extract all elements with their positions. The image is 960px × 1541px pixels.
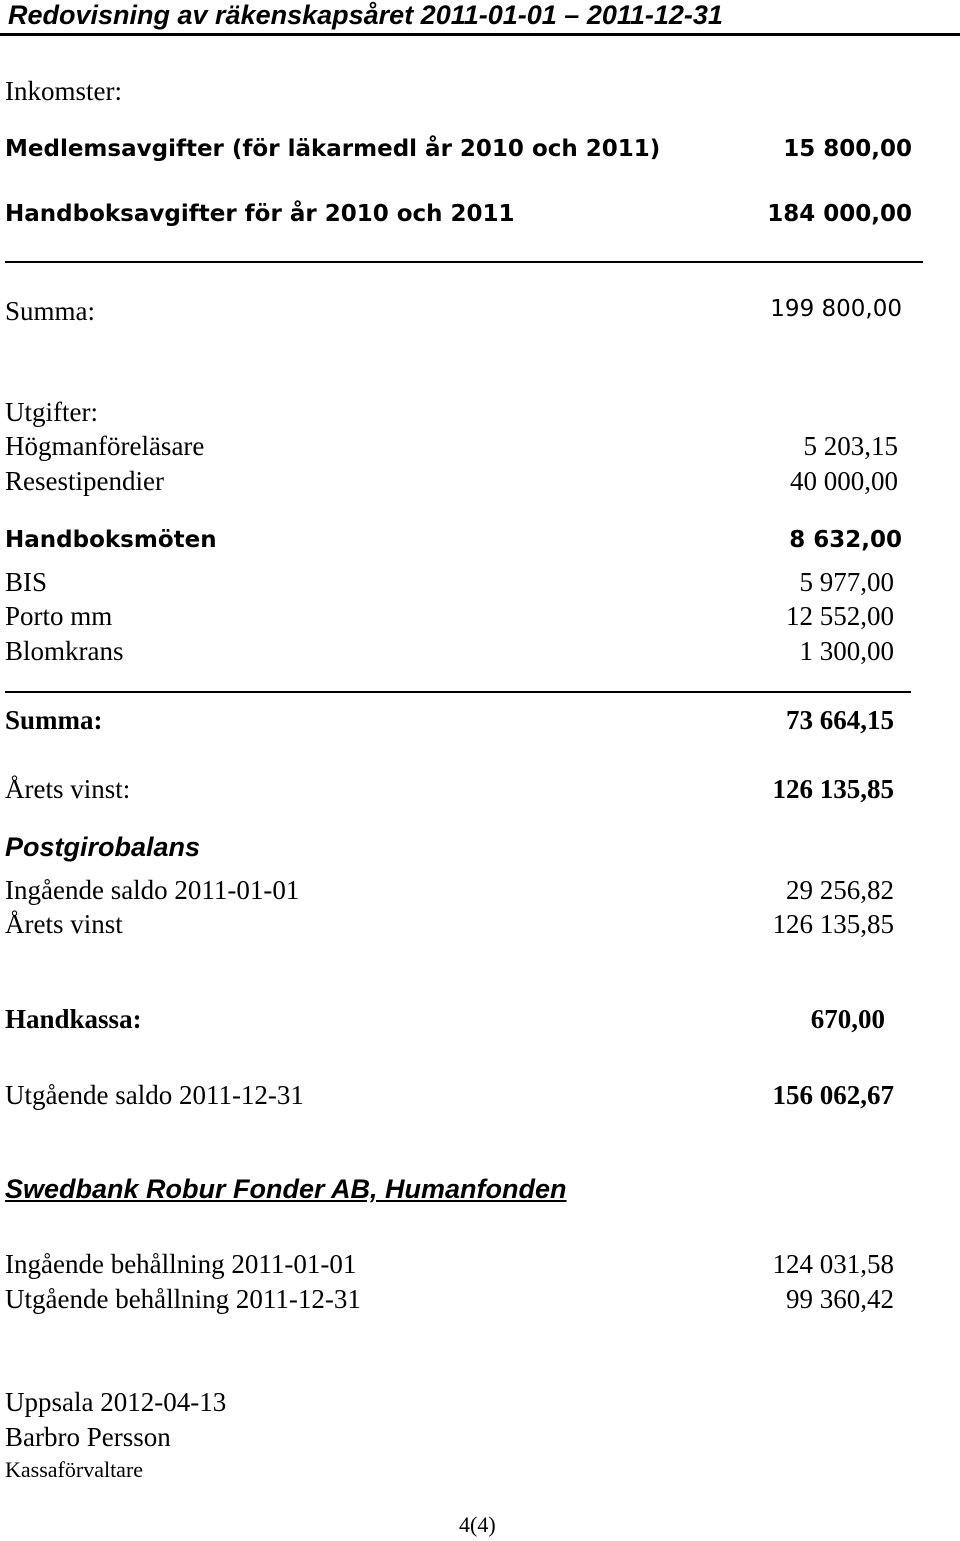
expense-row-label: Resestipendier bbox=[5, 466, 164, 496]
income-row-value: 184 000,00 bbox=[767, 201, 912, 227]
signature-place-date: Uppsala 2012-04-13 bbox=[5, 1387, 227, 1417]
expense-sum-label: Summa: bbox=[5, 705, 103, 735]
closing-value: 156 062,67 bbox=[772, 1080, 894, 1110]
expense-row-label: Blomkrans bbox=[5, 636, 124, 666]
expense-row-value: 8 632,00 bbox=[789, 527, 902, 553]
expenses-heading: Utgifter: bbox=[5, 397, 98, 427]
fund-row-value: 99 360,42 bbox=[786, 1284, 894, 1314]
postgiro-row-label: Ingående saldo 2011-01-01 bbox=[5, 875, 300, 905]
fund-row-label: Ingående behållning 2011-01-01 bbox=[5, 1249, 357, 1279]
expense-row-value: 1 300,00 bbox=[799, 636, 894, 666]
page-title: Redovisning av räkenskapsåret 2011-01-01 – 2011-12-31 bbox=[8, 0, 723, 30]
postgiro-heading: Postgirobalans bbox=[5, 832, 201, 862]
expense-row-label: Högmanföreläsare bbox=[5, 431, 205, 461]
handkassa-label: Handkassa: bbox=[5, 1004, 142, 1034]
income-sum-value: 199 800,00 bbox=[770, 296, 902, 322]
signature-role: Kassaförvaltare bbox=[5, 1457, 144, 1482]
expense-sum-value: 73 664,15 bbox=[786, 705, 894, 735]
postgiro-row-value: 29 256,82 bbox=[786, 875, 894, 905]
closing-label: Utgående saldo 2011-12-31 bbox=[5, 1080, 304, 1110]
postgiro-row-value: 126 135,85 bbox=[772, 909, 894, 939]
expense-row-label: Porto mm bbox=[5, 601, 113, 631]
handkassa-value: 670,00 bbox=[810, 1004, 885, 1034]
fund-row-value: 124 031,58 bbox=[772, 1249, 894, 1279]
income-row-value: 15 800,00 bbox=[783, 136, 912, 162]
income-heading: Inkomster: bbox=[5, 76, 122, 106]
expense-row-label: BIS bbox=[5, 567, 48, 597]
income-sum-rule bbox=[5, 261, 923, 263]
expense-row-value: 5 977,00 bbox=[799, 567, 894, 597]
header-rule bbox=[0, 33, 960, 36]
income-row-label: Handboksavgifter för år 2010 och 2011 bbox=[5, 201, 515, 227]
page-number: 4(4) bbox=[459, 1512, 496, 1537]
expense-row-label: Handboksmöten bbox=[5, 527, 217, 553]
income-sum-label: Summa: bbox=[5, 296, 96, 326]
expense-row-value: 5 203,15 bbox=[803, 431, 898, 461]
postgiro-row-label: Årets vinst bbox=[5, 909, 123, 939]
income-row-label: Medlemsavgifter (för läkarmedl år 2010 och 2011) bbox=[5, 136, 661, 162]
profit-value: 126 135,85 bbox=[772, 774, 894, 804]
expense-row-value: 12 552,00 bbox=[786, 601, 894, 631]
signature-name: Barbro Persson bbox=[5, 1422, 171, 1452]
expense-sum-rule bbox=[5, 691, 911, 693]
fund-row-label: Utgående behållning 2011-12-31 bbox=[5, 1284, 361, 1314]
profit-label: Årets vinst: bbox=[5, 774, 131, 804]
expense-row-value: 40 000,00 bbox=[790, 466, 898, 496]
fund-heading: Swedbank Robur Fonder AB, Humanfonden bbox=[5, 1174, 567, 1204]
